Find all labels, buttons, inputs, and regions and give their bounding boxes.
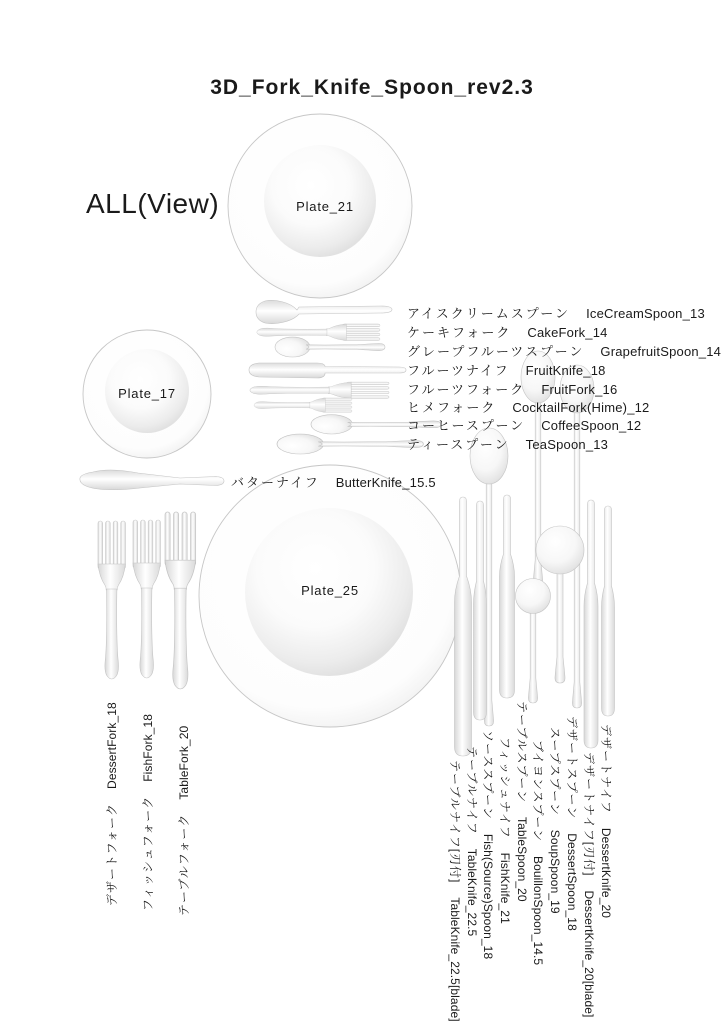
label-fish-fork xyxy=(139,714,156,911)
cake-fork-graphic xyxy=(257,324,380,340)
label-dessert-knife xyxy=(598,724,615,918)
label-fruit-fork xyxy=(407,379,617,398)
label-grapefruit-spoon-jp: グレープフルーツスプーン xyxy=(407,344,585,359)
label-table-fork-en: TableFork_20 xyxy=(177,725,191,800)
bouillon-spoon-handle xyxy=(528,611,537,703)
label-coffee-spoon xyxy=(407,415,641,434)
view-label: ALL(View) xyxy=(86,188,220,219)
butter-knife-graphic xyxy=(80,470,224,490)
label-dessert-spoon xyxy=(564,716,581,931)
label-fish-knife xyxy=(497,737,514,924)
label-dessert-knife-en: DessertKnife_20 xyxy=(599,827,613,919)
table-knife-graphic xyxy=(474,501,487,720)
label-cake-fork-en: CakeFork_14 xyxy=(527,325,608,340)
label-sauce-spoon-jp: ソーススプーン xyxy=(481,730,495,820)
label-fish-fork-jp: フィッシュフォーク xyxy=(141,795,155,911)
fruit-fork-graphic xyxy=(250,382,389,398)
label-cocktail-fork-en: CocktailFork(Hime)_12 xyxy=(512,400,650,415)
label-ice-cream-spoon-jp: アイスクリームスプーン xyxy=(407,306,571,321)
label-fish-fork-en: FishFork_18 xyxy=(141,714,155,782)
label-bouillon-spoon-jp: ブイヨンスプーン xyxy=(531,740,545,842)
label-coffee-spoon-en: CoffeeSpoon_12 xyxy=(541,418,642,433)
cocktail-fork-graphic xyxy=(254,398,352,412)
label-cocktail-fork xyxy=(407,397,649,416)
label-bouillon-spoon xyxy=(530,740,547,965)
label-fish-knife-en: FishKnife_21 xyxy=(498,852,512,924)
label-bouillon-spoon-en: BouillonSpoon_14.5 xyxy=(531,855,545,966)
label-ice-cream-spoon-en: IceCreamSpoon_13 xyxy=(586,306,705,321)
label-dessert-knife-blade-en: DessertKnife_20[blade] xyxy=(582,890,596,1018)
label-dessert-fork-jp: デザートフォーク xyxy=(105,802,119,906)
label-soup-spoon xyxy=(547,727,564,914)
label-table-knife xyxy=(464,746,481,936)
dessert-fork-graphic xyxy=(98,521,125,679)
bouillon-spoon-bowl xyxy=(516,579,551,614)
ice-cream-spoon-graphic xyxy=(256,300,392,323)
dessert-knife-blade-graphic xyxy=(584,500,598,748)
label-butter-knife-jp: バターナイフ xyxy=(231,475,320,490)
label-fruit-fork-jp: フルーツフォーク xyxy=(407,382,526,397)
label-dessert-knife-blade xyxy=(581,752,598,1017)
table-knife-blade-graphic xyxy=(455,497,472,756)
table-fork-graphic xyxy=(165,512,196,689)
fruit-knife-graphic xyxy=(249,363,406,378)
label-fruit-knife xyxy=(407,360,606,379)
label-soup-spoon-en: SoupSpoon_19 xyxy=(548,829,562,914)
label-dessert-fork-en: DessertFork_18 xyxy=(105,702,119,789)
label-table-spoon xyxy=(514,701,531,902)
label-fish-knife-jp: フィッシュナイフ xyxy=(498,737,512,839)
label-dessert-spoon-jp: デザートスプーン xyxy=(565,716,579,820)
label-grapefruit-spoon xyxy=(407,341,721,360)
label-butter-knife-en: ButterKnife_15.5 xyxy=(335,475,436,490)
label-sauce-spoon xyxy=(480,730,497,959)
label-fruit-knife-en: FruitKnife_18 xyxy=(525,363,606,378)
label-soup-spoon-jp: スープスプーン xyxy=(548,727,562,816)
label-table-spoon-en: TableSpoon_20 xyxy=(515,816,529,902)
label-dessert-fork xyxy=(103,702,120,906)
label-grapefruit-spoon-en: GrapefruitSpoon_14 xyxy=(600,344,722,359)
label-butter-knife xyxy=(231,472,436,491)
plate-17-label: Plate_17 xyxy=(118,386,176,401)
label-coffee-spoon-jp: コーヒースプーン xyxy=(407,418,526,433)
label-cocktail-fork-jp: ヒメフォーク xyxy=(407,400,497,415)
label-fruit-fork-en: FruitFork_16 xyxy=(541,382,618,397)
soup-spoon-handle xyxy=(555,571,565,683)
label-table-spoon-jp: テーブルスプーン xyxy=(515,701,529,803)
dessert-knife-graphic xyxy=(602,506,615,716)
label-sauce-spoon-en: Fish(Source)Spoon_18 xyxy=(481,833,495,960)
label-tea-spoon-en: TeaSpoon_13 xyxy=(525,437,609,452)
label-dessert-spoon-en: DessertSpoon_18 xyxy=(565,833,579,931)
label-cake-fork-jp: ケーキフォーク xyxy=(407,325,512,340)
label-dessert-knife-jp: デザートナイフ xyxy=(599,724,613,814)
soup-spoon-bowl xyxy=(536,526,584,574)
fish-knife-graphic xyxy=(500,495,515,698)
label-ice-cream-spoon xyxy=(407,303,705,322)
label-table-knife-blade xyxy=(447,760,464,1022)
fish-fork-graphic xyxy=(133,520,160,678)
label-table-fork xyxy=(175,726,192,916)
label-fruit-knife-jp: フルーツナイフ xyxy=(407,363,510,378)
label-table-knife-blade-en: TableKnife_22.5[blade] xyxy=(448,897,462,1022)
label-tea-spoon-jp: ティースプーン xyxy=(407,437,510,452)
label-table-knife-blade-jp: テーブルナイフ[刃付] xyxy=(448,760,462,884)
label-table-fork-jp: テーブルフォーク xyxy=(177,813,191,916)
label-dessert-knife-blade-jp: デザートナイフ[刃付] xyxy=(582,752,596,877)
label-table-knife-jp: テーブルナイフ xyxy=(465,746,479,835)
label-cake-fork xyxy=(407,322,608,341)
label-tea-spoon xyxy=(407,434,608,453)
plate-25-label: Plate_25 xyxy=(301,583,359,598)
label-table-knife-en: TableKnife_22.5 xyxy=(465,848,479,937)
page-title: 3D_Fork_Knife_Spoon_rev2.3 xyxy=(210,76,534,99)
plate-21-label: Plate_21 xyxy=(296,199,354,214)
tea-spoon-graphic xyxy=(277,434,423,454)
